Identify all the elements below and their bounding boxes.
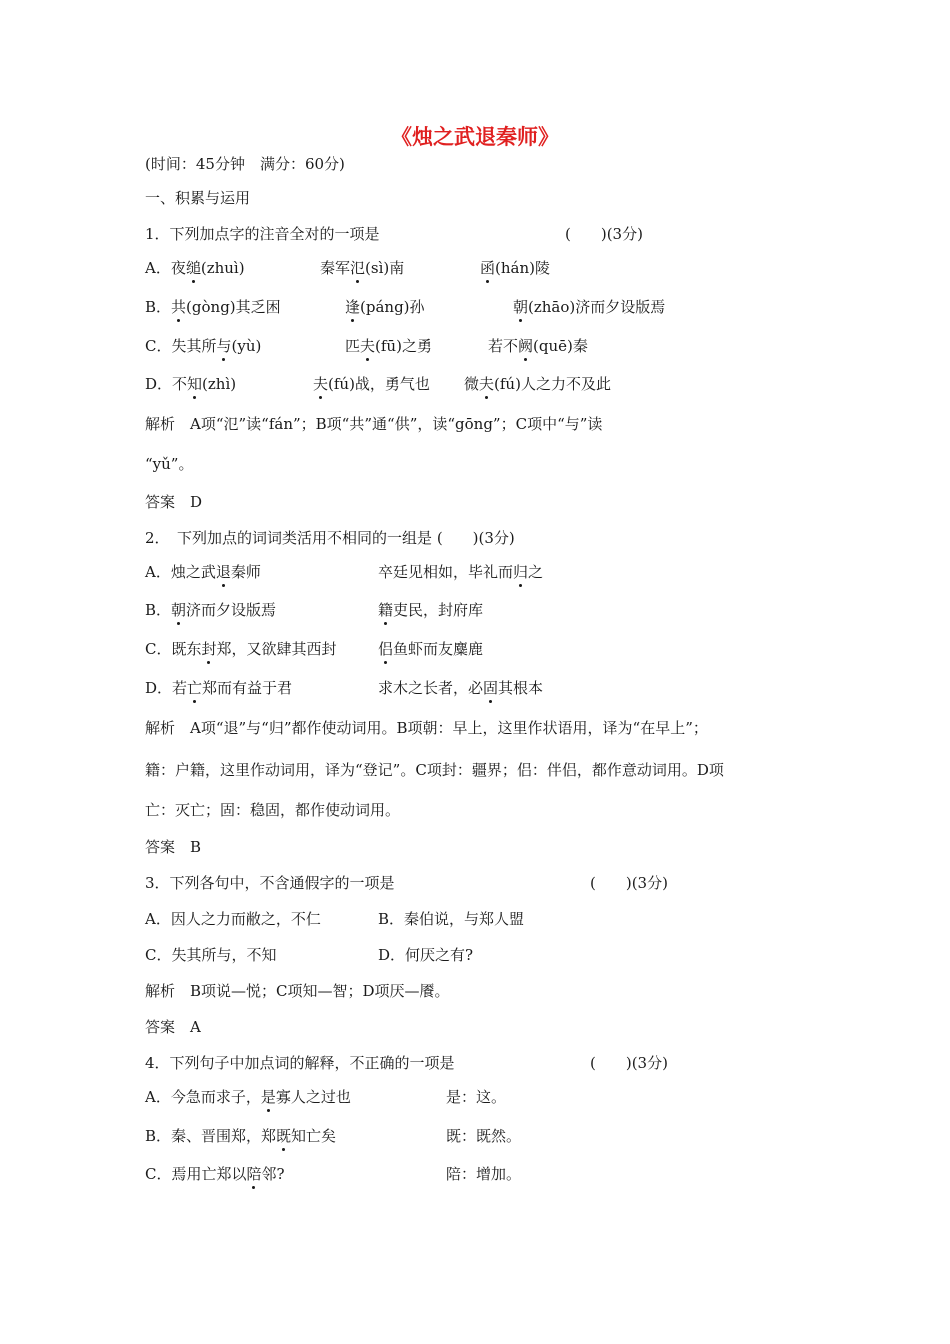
q1-analysis: 解析 A项“氾”读“fán”；B项“共”通“供”，读“gōng”；C项中“与”读 <box>145 415 603 433</box>
page-title: 《烛之武退秦师》 <box>391 124 559 149</box>
q3-option-c: C．失其所与，不知 <box>145 946 277 964</box>
q3-stem: 3．下列各句中，不含通假字的一项是 <box>145 874 395 892</box>
q4-option-c-gloss: 陪：增加。 <box>446 1165 522 1183</box>
q2-option-d: D．若亡郑而有益于君 <box>145 679 293 697</box>
q3-analysis: 解析 B项说—悦；C项知—智；D项厌—餍。 <box>145 982 450 1000</box>
q1-option-c-3: 若不阙(quē)秦 <box>488 337 588 355</box>
q1-stem: 1．下列加点字的注音全对的一项是 <box>145 225 380 243</box>
q4-score: ( )(3分) <box>590 1054 668 1072</box>
q3-option-a: A．因人之力而敝之，不仁 <box>145 910 321 928</box>
q1-option-a-3: 函(hán)陵 <box>480 259 550 277</box>
q1-option-d-3: 微夫(fú)人之力不及此 <box>464 375 611 393</box>
q2-stem: 2． 下列加点的词词类活用不相同的一组是 ( )(3分) <box>145 529 515 547</box>
q4-option-c: C．焉用亡郑以陪邻? <box>145 1165 285 1183</box>
q2-option-b: B．朝济而夕设版焉 <box>145 601 277 619</box>
q4-option-b: B．秦、晋围郑，郑既知亡矣 <box>145 1127 337 1145</box>
q2-option-a-2: 卒廷见相如，毕礼而归之 <box>378 563 544 581</box>
q2-option-b-2: 籍吏民，封府库 <box>378 601 484 619</box>
q4-option-b-gloss: 既：既然。 <box>446 1127 522 1145</box>
q3-option-d: D．何厌之有? <box>378 946 474 964</box>
q1-option-b-3: 朝(zhāo)济而夕设版焉 <box>513 298 666 316</box>
q1-option-c: C．失其所与(yù) <box>145 337 262 355</box>
q4-option-a: A．今急而求子，是寡人之过也 <box>145 1088 351 1106</box>
exam-meta: (时间：45分钟 满分：60分) <box>145 155 345 173</box>
q2-answer: 答案 B <box>145 838 202 856</box>
q2-analysis: 解析 A项“退”与“归”都作使动词用。B项朝：早上，这里作状语用，译为“在早上”； <box>145 719 708 737</box>
q1-option-d: D．不知(zhì) <box>145 375 237 393</box>
q1-option-d-2: 夫(fú)战，勇气也 <box>313 375 430 393</box>
q3-answer: 答案 A <box>145 1018 201 1036</box>
q2-analysis-cont-2: 亡：灭亡；固：稳固，都作使动词用。 <box>145 801 401 819</box>
q1-answer: 答案 D <box>145 493 203 511</box>
section-heading: 一、积累与运用 <box>145 189 251 207</box>
q2-option-c-2: 侣鱼虾而友麋鹿 <box>378 640 484 658</box>
q3-option-b: B．秦伯说，与郑人盟 <box>378 910 525 928</box>
q1-option-b-2: 逢(páng)孙 <box>345 298 425 316</box>
q1-score: ( )(3分) <box>565 225 643 243</box>
q2-analysis-cont: 籍：户籍，这里作动词用，译为“登记”。C项封：疆界；侣：伴侣，都作意动词用。D项 <box>145 761 724 779</box>
q1-option-a: A．夜缒(zhuì) <box>145 259 245 277</box>
q4-option-a-gloss: 是：这。 <box>446 1088 507 1106</box>
q3-score: ( )(3分) <box>590 874 668 892</box>
q1-option-b: B．共(gòng)其乏困 <box>145 298 281 316</box>
q4-stem: 4．下列句子中加点词的解释，不正确的一项是 <box>145 1054 455 1072</box>
q2-option-d-2: 求木之长者，必固其根本 <box>378 679 544 697</box>
q1-option-c-2: 匹夫(fū)之勇 <box>345 337 432 355</box>
q2-option-a: A．烛之武退秦师 <box>145 563 261 581</box>
q1-analysis-cont: “yǔ”。 <box>145 455 194 473</box>
q2-option-c: C．既东封郑，又欲肆其西封 <box>145 640 337 658</box>
q1-option-a-2: 秦军氾(sì)南 <box>320 259 405 277</box>
